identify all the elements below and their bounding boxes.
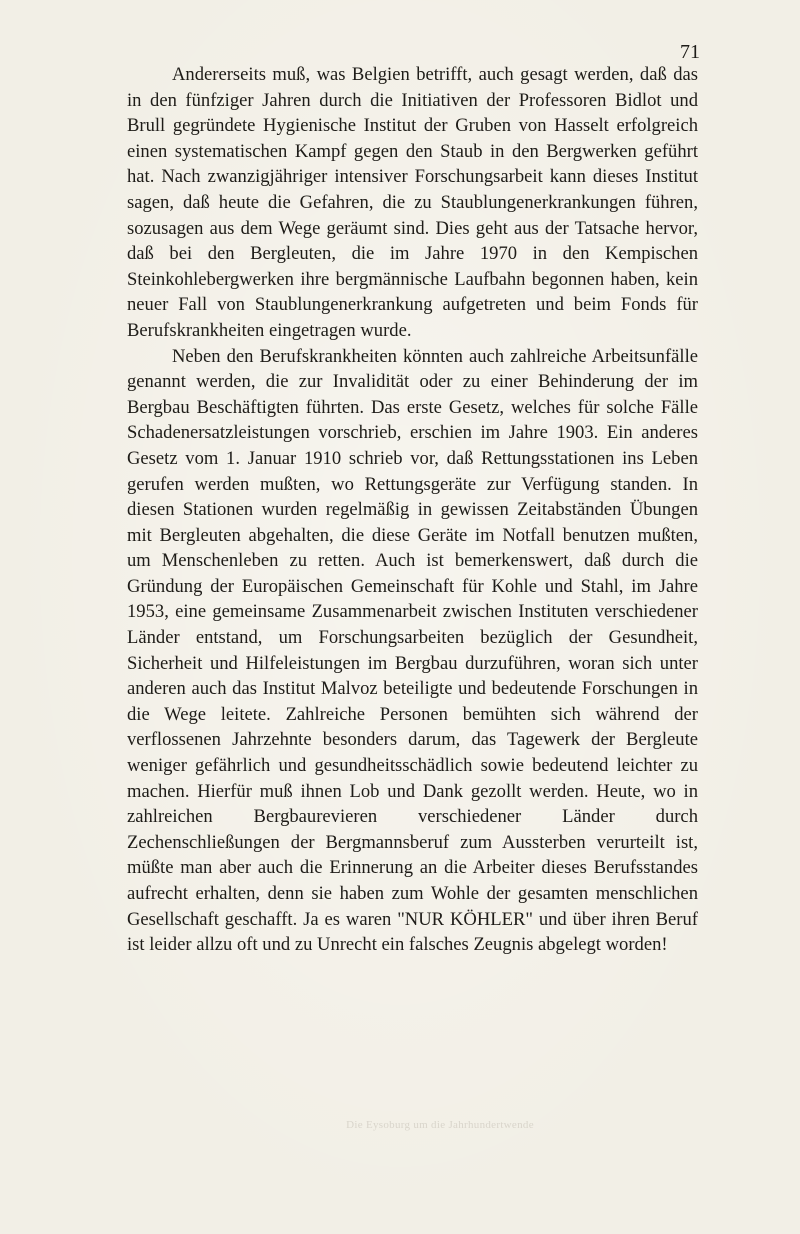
paragraph-accidents-and-legacy: Neben den Berufskrankheiten könnten auch zahlreiche Arbeitsunfälle genannt werden, die zur Invalidität oder zu einer Behinderung der im Bergbau Beschäftigten führten. Das erste Gesetz, welches für solche Fälle Schadenersatzleistungen vorschrieb, erschien im Jahre 1903. Ein anderes Gesetz vom 1. Januar 1910 schrieb vor, daß Rettungsstationen ins Leben gerufen werden mußten, wo Rettungsgeräte zur Verfügung standen. In diesen Stationen wurden regelmäßig in gewissen Zeitabständen Übungen mit Bergleuten abgehalten, die diese Geräte im Notfall benutzen mußten, um Menschenleben zu retten. Auch ist bemerkenswert, daß durch die Gründung der Europäischen Gemeinschaft für Kohle und Stahl, im Jahre 1953, eine gemeinsame Zusammenarbeit zwischen Instituten verschiedener Länder entstand, um Forschungsarbeiten bezüglich der Gesundheit, Sicherheit und Hilfeleistungen im Bergbau durzuführen, woran sich unter anderen auch das Institut Malvoz beteiligte und bedeutende Forschungen in die Wege leitete. Zahlreiche Personen bemühten sich während der verflossenen Jahrzehnte besonders darum, das Tagewerk der Bergleute weniger gefährlich und gesundheitsschädlich sowie bedeutend leichter zu machen. Hierfür muß ihnen Lob und Dank gezollt werden. Heute, wo in zahlreichen Bergbaurevieren verschiedener Länder durch Zechenschließungen der Bergmannsberuf zum Aussterben verurteilt ist, müßte man aber auch die Erinnerung an die Arbeiter dieses Berufsstandes aufrecht erhalten, denn sie haben zum Wohle der gesamten menschlichen Gesellschaft geschafft. Ja es waren "NUR KÖHLER" und über ihren Beruf ist leider allzu oft und zu Unrecht ein falsches Zeugnis abgelegt worden! xyxy=(127,345,698,956)
body-text xyxy=(127,62,698,958)
paragraph-belgium-institute: Andererseits muß, was Belgien betrifft, auch gesagt werden, daß das in den fünfziger Jahren durch die Initiativen der Professoren Bidlot und Brull gegründete Hygienische Institut der Gruben von Hasselt erfolgreich einen systematischen Kampf gegen den Staub in den Bergwerken geführt hat. Nach zwanzigjähriger intensiver Forschungsarbeit kann dieses Institut sagen, daß heute die Gefahren, die zu Staublungenerkrankungen führen, sozusagen aus dem Wege geräumt sind. Dies geht aus der Tatsache hervor, daß bei den Bergleuten, die im Jahre 1970 in den Kempischen Steinkohlebergwerken ihre bergmännische Laufbahn begonnen haben, kein neuer Fall von Staublungenerkrankung aufgetreten und beim Fonds für Berufskrankheiten eingetragen wurde. xyxy=(127,64,698,341)
page-number: 71 xyxy=(680,41,700,63)
bleed-through-caption: Die Eysoburg um die Jahrhundertwende xyxy=(346,1119,534,1131)
